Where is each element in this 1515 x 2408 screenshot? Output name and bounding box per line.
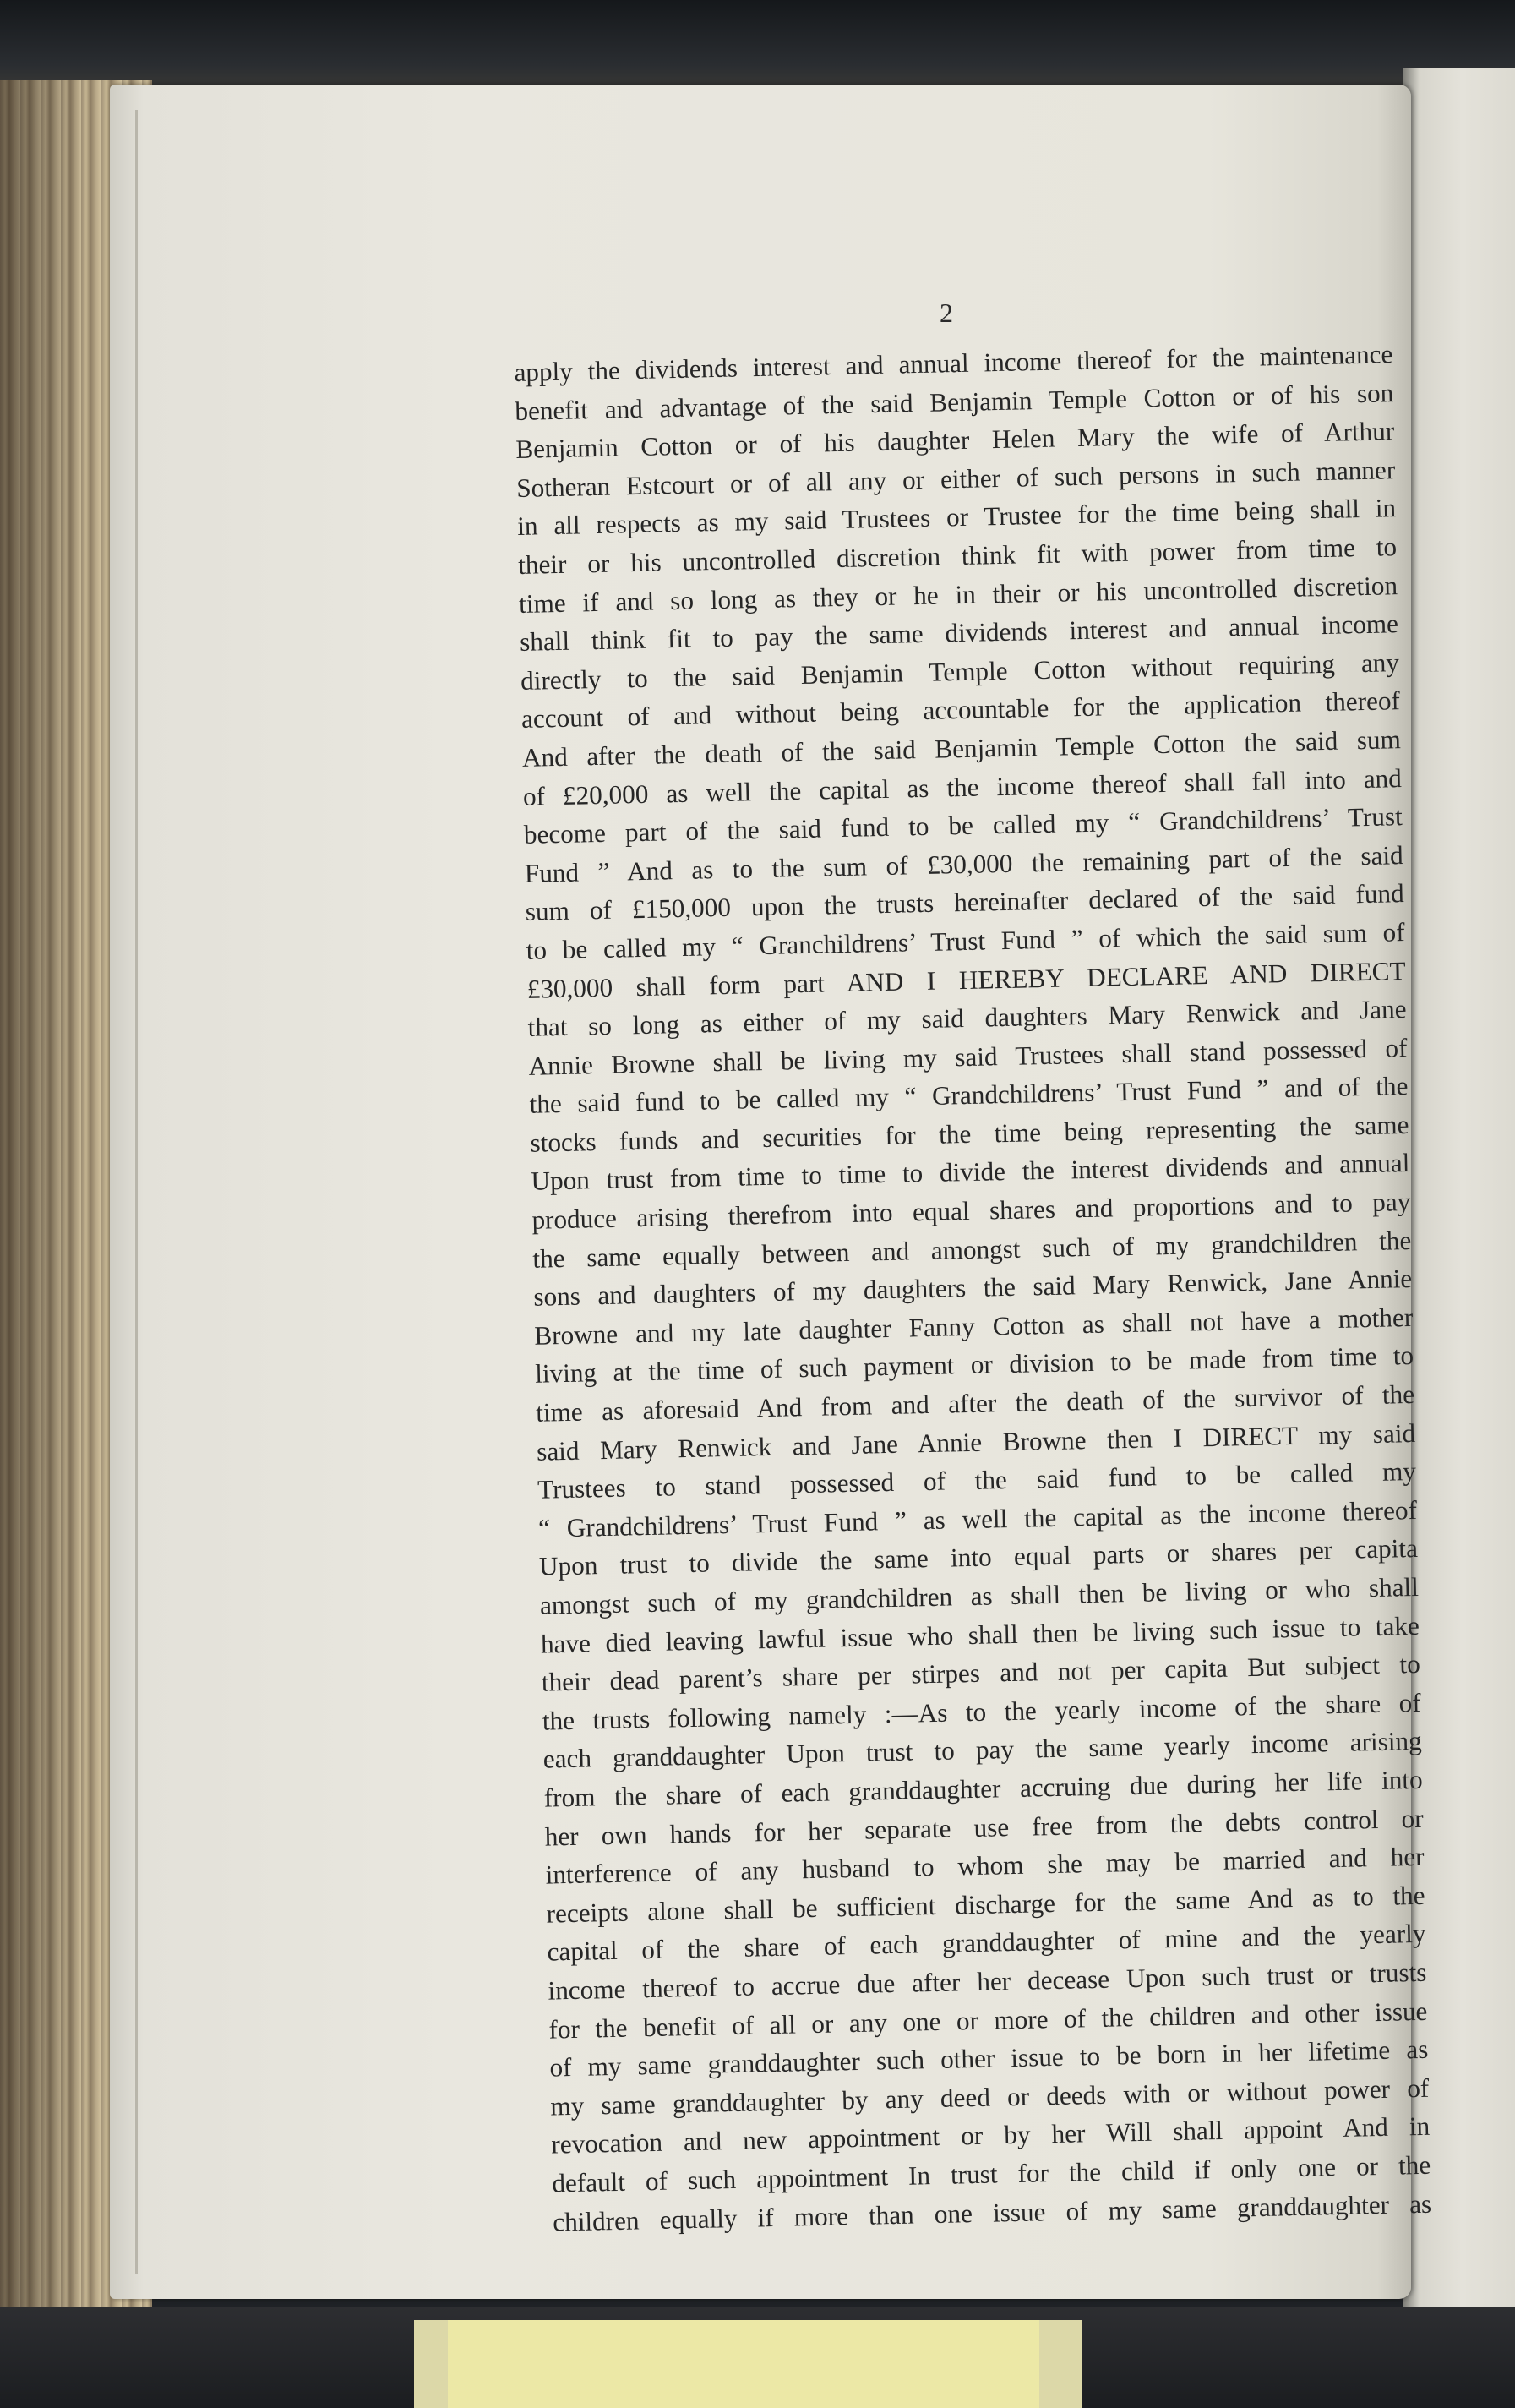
text-line: their dead parent’s share per stirpes and not per capita But subject to bbox=[541, 1649, 1421, 1697]
text-line: Benjamin Cotton or of his daughter Helen Mary the wife of Arthur bbox=[515, 416, 1395, 465]
text-line: interference of any husband to whom she may be married and her bbox=[545, 1841, 1425, 1890]
page-gutter bbox=[135, 110, 138, 2274]
text-line: to be called my “ Granchildrens’ Trust Fund ” of which the said sum of bbox=[526, 916, 1405, 965]
text-line: the trusts following namely :—As to the yearly income of the share of bbox=[542, 1687, 1422, 1736]
text-line: become part of the said fund to be called my “ Grandchildrens’ Trust bbox=[523, 801, 1403, 849]
text-line: have died leaving lawful issue who shall then be living such issue to take bbox=[540, 1610, 1420, 1659]
text-line: Sotheran Estcourt or of all any or either of such persons in such manner bbox=[515, 454, 1396, 503]
text-line: default of such appointment In trust for the child if only one or the bbox=[551, 2149, 1431, 2198]
text-line: revocation and new appointment or by her Will shall appoint And in bbox=[551, 2111, 1431, 2160]
text-line: produce arising therefrom into equal shares and proportions and to pay bbox=[531, 1187, 1411, 1235]
text-line: sum of £150,000 upon the trusts hereinafter declared of the said fund bbox=[525, 878, 1404, 927]
text-line: sons and daughters of my daughters the said Mary Renwick, Jane Annie bbox=[533, 1264, 1413, 1313]
text-line: amongst such of my grandchildren as shall then be living or who shall bbox=[539, 1571, 1420, 1620]
page-number: 2 bbox=[940, 298, 953, 328]
text-line: each granddaughter Upon trust to pay the same yearly income arising bbox=[542, 1726, 1422, 1775]
text-line: directly to the said Benjamin Temple Cotton without requiring any bbox=[520, 647, 1400, 696]
text-line: the said fund to be called my “ Grandchildrens’ Trust Fund ” and of the bbox=[529, 1071, 1409, 1120]
text-line: children equally if more than one issue of my same granddaughter as bbox=[552, 2188, 1432, 2237]
text-line: time if and so long as they or he in their or his uncontrolled discretion bbox=[518, 570, 1398, 619]
text-line: time as aforesaid And from and after the death of the survivor of the bbox=[535, 1379, 1415, 1428]
paper-tab-label bbox=[448, 2320, 1039, 2408]
text-line: Upon trust to divide the same into equal parts or shares per capita bbox=[538, 1533, 1419, 1582]
text-line: Upon trust from time to time to divide the interest dividends and annual bbox=[531, 1148, 1410, 1197]
text-line: And after the death of the said Benjamin Temple Cotton the said sum bbox=[521, 724, 1402, 773]
page-body-text bbox=[514, 335, 1432, 2241]
book-cover-top bbox=[0, 0, 1515, 93]
text-line: receipts alone shall be sufficient discharge for the same And as to the bbox=[546, 1880, 1425, 1929]
text-line: that so long as either of my said daughters Mary Renwick and Jane bbox=[527, 994, 1407, 1042]
text-line: their or his uncontrolled discretion think fit with power from time to bbox=[517, 532, 1398, 580]
text-line: of my same granddaughter such other issue to be born in her lifetime as bbox=[549, 2034, 1429, 2083]
text-line: Browne and my late daughter Fanny Cotton as shall not have a mother bbox=[533, 1302, 1414, 1351]
text-line: said Mary Renwick and Jane Annie Browne then I DIRECT my said bbox=[536, 1417, 1416, 1466]
text-line: the same equally between and amongst such of my grandchildren the bbox=[532, 1225, 1412, 1274]
text-line: stocks funds and securities for the time being representing the same bbox=[530, 1109, 1409, 1158]
text-line: capital of the share of each granddaughter of mine and the yearly bbox=[547, 1919, 1426, 1967]
text-line: apply the dividends interest and annual income thereof for the maintenance bbox=[514, 339, 1393, 387]
text-line: of £20,000 as well the capital as the income thereof shall fall into and bbox=[522, 762, 1403, 811]
text-line: shall think fit to pay the same dividends interest and annual income bbox=[519, 609, 1399, 658]
text-line: from the share of each granddaughter accruing due during her life into bbox=[543, 1764, 1423, 1813]
text-line: “ Grandchildrens’ Trust Fund ” as well the capital as the income thereof bbox=[537, 1494, 1418, 1543]
text-line: £30,000 shall form part AND I HEREBY DECLARE AND DIRECT bbox=[526, 955, 1406, 1004]
text-line: Annie Browne shall be living my said Trustees shall stand possessed of bbox=[528, 1032, 1408, 1081]
text-line: living at the time of such payment or division to be made from time to bbox=[534, 1341, 1414, 1390]
text-line: account of and without being accountable for the application thereof bbox=[520, 685, 1401, 734]
text-line: income thereof to accrue due after her decease Upon such trust or trusts bbox=[548, 1957, 1427, 2006]
text-line: my same granddaughter by any deed or deeds with or without power of bbox=[550, 2072, 1430, 2121]
text-line: in all respects as my said Trustees or Trustee for the time being shall in bbox=[516, 493, 1397, 542]
text-line: Fund ” And as to the sum of £30,000 the remaining part of the said bbox=[524, 839, 1404, 888]
text-line: Trustees to stand possessed of the said fund to be called my bbox=[537, 1456, 1417, 1504]
text-line: for the benefit of all or any one or more of the children and other issue bbox=[548, 1996, 1428, 2045]
text-line: her own hands for her separate use free from the debts control or bbox=[544, 1803, 1424, 1852]
text-line: benefit and advantage of the said Benjamin Temple Cotton or of his son bbox=[515, 377, 1394, 426]
